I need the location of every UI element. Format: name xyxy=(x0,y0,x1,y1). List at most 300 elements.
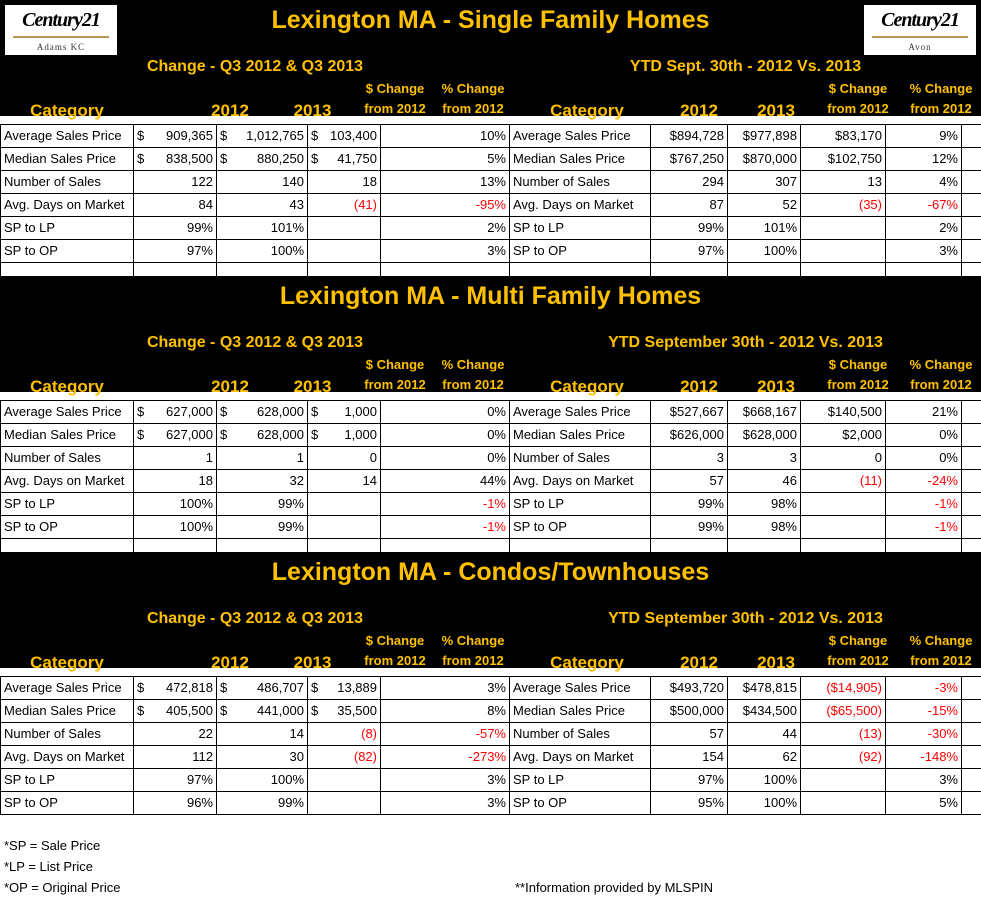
header-pct-change-from: from 2012 xyxy=(442,101,504,116)
ytd-header-2013: 2013 xyxy=(757,377,795,396)
cell-value: SP to LP xyxy=(4,220,56,235)
cell-value: 628,000 xyxy=(257,404,304,419)
cell-y-2013 xyxy=(728,677,801,699)
data-table xyxy=(0,124,981,283)
cell-value: 41,750 xyxy=(337,151,377,166)
header-dollar-change: $ Change xyxy=(365,81,425,96)
cell-ycategory xyxy=(510,217,651,239)
cell-value: 154 xyxy=(702,749,724,764)
cell-value: 628,000 xyxy=(257,427,304,442)
section-1 xyxy=(0,0,981,276)
cell-y-pchange xyxy=(886,769,962,791)
cell-y-pchange xyxy=(886,125,962,147)
table-row xyxy=(0,493,981,516)
cell-ycategory xyxy=(510,447,651,469)
cell-value: 4% xyxy=(939,174,958,189)
header-category: Category xyxy=(30,653,104,672)
cell-value: 1 xyxy=(205,450,213,465)
section-title: Lexington MA - Single Family Homes xyxy=(271,6,710,34)
cell-y-pchange xyxy=(886,700,962,722)
cell-y-pchange xyxy=(886,401,962,423)
cell-y-2013 xyxy=(728,493,801,515)
cell-category xyxy=(0,769,134,791)
cell-value: 100% xyxy=(179,519,213,534)
cell-value: $493,720 xyxy=(669,680,724,695)
cell-q-2012 xyxy=(134,792,217,814)
cell-q-dchange xyxy=(308,217,381,239)
quarterly-subtitle: Change - Q3 2012 & Q3 2013 xyxy=(146,334,364,351)
cell-y-dchange xyxy=(801,194,886,216)
cell-category xyxy=(0,677,134,699)
data-table xyxy=(0,400,981,559)
cell-value: SP to OP xyxy=(513,795,567,810)
cell-y-2012 xyxy=(651,447,728,469)
cell-value: 13,889 xyxy=(337,680,377,695)
cell-category xyxy=(0,125,134,147)
cell-category xyxy=(0,792,134,814)
cell-y-dchange xyxy=(801,171,886,193)
cell-value: -3% xyxy=(934,680,958,695)
cell-value: SP to OP xyxy=(513,243,567,258)
cell-y-2013 xyxy=(728,125,801,147)
cell-y-pchange xyxy=(886,470,962,492)
cell-q-2012 xyxy=(134,746,217,768)
cell-value: 101% xyxy=(270,220,304,235)
cell-value: 3 xyxy=(716,450,724,465)
currency-symbol: $ xyxy=(137,151,145,166)
cell-value: 18 xyxy=(198,473,213,488)
cell-value: Median Sales Price xyxy=(4,703,116,718)
cell-q-2013 xyxy=(217,516,308,538)
cell-value: Average Sales Price xyxy=(513,404,631,419)
cell-category xyxy=(0,516,134,538)
cell-q-dchange xyxy=(308,470,381,492)
cell-value: 44 xyxy=(782,726,797,741)
cell-value: $500,000 xyxy=(669,703,724,718)
cell-value: 97% xyxy=(186,772,213,787)
cell-category xyxy=(0,700,134,722)
cell-value: 13 xyxy=(867,174,882,189)
cell-value: Avg. Days on Market xyxy=(4,473,125,488)
data-table xyxy=(0,676,981,815)
cell-y-dchange xyxy=(801,240,886,262)
cell-q-pchange xyxy=(381,516,510,538)
footnote-lp: *LP = List Price xyxy=(4,859,94,874)
cell-q-dchange xyxy=(308,240,381,262)
cell-category xyxy=(0,424,134,446)
cell-q-2013 xyxy=(217,470,308,492)
cell-value: 472,818 xyxy=(166,680,213,695)
cell-ycategory xyxy=(510,746,651,768)
cell-category xyxy=(0,217,134,239)
cell-value: 3% xyxy=(487,795,506,810)
cell-value: 21% xyxy=(931,404,958,419)
table-row xyxy=(0,769,981,792)
cell-q-dchange xyxy=(308,194,381,216)
header-pct-change: % Change xyxy=(441,633,505,648)
cell-value: $870,000 xyxy=(742,151,797,166)
cell-value: SP to OP xyxy=(513,519,567,534)
header-2013: 2013 xyxy=(293,377,332,396)
cell-q-pchange xyxy=(381,401,510,423)
cell-y-2013 xyxy=(728,240,801,262)
table-row xyxy=(0,700,981,723)
currency-symbol: $ xyxy=(220,404,228,419)
cell-y-2012 xyxy=(651,424,728,446)
cell-value: Avg. Days on Market xyxy=(4,749,125,764)
cell-category xyxy=(0,470,134,492)
cell-y-2012 xyxy=(651,700,728,722)
cell-q-pchange xyxy=(381,769,510,791)
cell-value: (82) xyxy=(353,749,377,764)
cell-q-2013 xyxy=(217,125,308,147)
cell-q-2012 xyxy=(134,194,217,216)
cell-q-2012 xyxy=(134,424,217,446)
cell-value: SP to OP xyxy=(4,519,58,534)
cell-y-2013 xyxy=(728,746,801,768)
cell-value: SP to LP xyxy=(4,772,56,787)
cell-value: 1,000 xyxy=(344,427,377,442)
cell-q-2012 xyxy=(134,700,217,722)
cell-value: 122 xyxy=(191,174,213,189)
cell-y-2012 xyxy=(651,148,728,170)
header-2013: 2013 xyxy=(293,653,332,672)
cell-value: -1% xyxy=(482,519,506,534)
cell-y-dchange xyxy=(801,769,886,791)
header-dollar-change: $ Change xyxy=(365,357,425,372)
header-pct-change: % Change xyxy=(441,357,505,372)
cell-ycategory xyxy=(510,792,651,814)
cell-value: 18 xyxy=(362,174,377,189)
cell-value: 10% xyxy=(479,128,506,143)
cell-value: 99% xyxy=(277,496,304,511)
ytd-header-2013: 2013 xyxy=(757,653,795,672)
currency-symbol: $ xyxy=(311,128,319,143)
currency-symbol: $ xyxy=(137,703,145,718)
cell-y-2012 xyxy=(651,723,728,745)
cell-q-2012 xyxy=(134,677,217,699)
cell-value: SP to LP xyxy=(513,220,565,235)
cell-y-2013 xyxy=(728,723,801,745)
cell-y-dchange xyxy=(801,424,886,446)
cell-q-2013 xyxy=(217,723,308,745)
cell-y-2012 xyxy=(651,125,728,147)
header-2012: 2012 xyxy=(211,377,249,396)
cell-value: 627,000 xyxy=(166,427,213,442)
cell-category xyxy=(0,723,134,745)
cell-q-pchange xyxy=(381,792,510,814)
cell-ycategory xyxy=(510,401,651,423)
cell-q-2013 xyxy=(217,769,308,791)
logo-brand-number: 21 xyxy=(940,9,959,31)
cell-q-2012 xyxy=(134,447,217,469)
cell-value: 14 xyxy=(289,726,304,741)
ytd-header-dollar-change: $ Change xyxy=(828,633,888,648)
cell-ycategory xyxy=(510,769,651,791)
cell-value: -24% xyxy=(927,473,958,488)
cell-y-dchange xyxy=(801,792,886,814)
cell-value: 112 xyxy=(192,749,213,764)
ytd-subtitle: YTD Sept. 30th - 2012 Vs. 2013 xyxy=(629,58,862,75)
cell-ycategory xyxy=(510,424,651,446)
cell-value: $626,000 xyxy=(669,427,724,442)
cell-category xyxy=(0,240,134,262)
cell-value: 99% xyxy=(697,220,724,235)
cell-q-dchange xyxy=(308,148,381,170)
cell-value: 32 xyxy=(289,473,304,488)
cell-value: 3% xyxy=(939,772,958,787)
cell-value: -148% xyxy=(920,749,958,764)
cell-value: 100% xyxy=(763,243,797,258)
cell-q-dchange xyxy=(308,700,381,722)
cell-value: Number of Sales xyxy=(513,450,610,465)
header-pct-change-from: from 2012 xyxy=(442,377,504,392)
cell-value: 3% xyxy=(487,772,506,787)
ytd-subtitle: YTD September 30th - 2012 Vs. 2013 xyxy=(608,610,883,627)
cell-value: 5% xyxy=(487,151,506,166)
logo-office-name: Adams KC xyxy=(36,42,86,52)
cell-q-2012 xyxy=(134,240,217,262)
cell-value: SP to LP xyxy=(513,772,565,787)
currency-symbol: $ xyxy=(137,427,145,442)
cell-q-2012 xyxy=(134,401,217,423)
cell-value: 87 xyxy=(709,197,724,212)
cell-y-2013 xyxy=(728,401,801,423)
cell-y-2013 xyxy=(728,769,801,791)
cell-q-2013 xyxy=(217,240,308,262)
cell-q-pchange xyxy=(381,171,510,193)
cell-value: Avg. Days on Market xyxy=(513,749,634,764)
ytd-header-pct-change: % Change xyxy=(909,81,973,96)
cell-value: 627,000 xyxy=(166,404,213,419)
cell-y-pchange xyxy=(886,148,962,170)
section-title: Lexington MA - Condos/Townhouses xyxy=(271,558,710,586)
table-row xyxy=(0,217,981,240)
cell-q-pchange xyxy=(381,217,510,239)
cell-q-dchange xyxy=(308,401,381,423)
cell-value: -15% xyxy=(927,703,958,718)
cell-q-2013 xyxy=(217,792,308,814)
cell-value: $83,170 xyxy=(835,128,882,143)
currency-symbol: $ xyxy=(311,703,319,718)
ytd-header-2012: 2012 xyxy=(680,653,718,672)
ytd-header-category: Category xyxy=(550,101,624,120)
cell-value: SP to LP xyxy=(4,496,56,511)
cell-value: Median Sales Price xyxy=(513,151,625,166)
cell-value: 307 xyxy=(775,174,797,189)
cell-y-dchange xyxy=(801,217,886,239)
cell-value: -1% xyxy=(934,519,958,534)
cell-value: (35) xyxy=(858,197,882,212)
table-row xyxy=(0,424,981,447)
cell-y-dchange xyxy=(801,723,886,745)
cell-q-pchange xyxy=(381,194,510,216)
currency-symbol: $ xyxy=(220,427,228,442)
cell-q-dchange xyxy=(308,447,381,469)
cell-q-pchange xyxy=(381,700,510,722)
cell-value: -1% xyxy=(482,496,506,511)
cell-value: 97% xyxy=(697,243,724,258)
cell-value: 12% xyxy=(931,151,958,166)
cell-value: 57 xyxy=(709,726,724,741)
cell-q-pchange xyxy=(381,470,510,492)
cell-value: Avg. Days on Market xyxy=(513,197,634,212)
cell-q-pchange xyxy=(381,240,510,262)
cell-ycategory xyxy=(510,700,651,722)
quarterly-subtitle: Change - Q3 2012 & Q3 2013 xyxy=(146,610,364,627)
ytd-header-dollar-change-from: from 2012 xyxy=(827,653,889,668)
ytd-header-pct-change: % Change xyxy=(909,633,973,648)
cell-value: 1,012,765 xyxy=(246,128,304,143)
cell-q-pchange xyxy=(381,723,510,745)
cell-q-2012 xyxy=(134,516,217,538)
table-row xyxy=(0,148,981,171)
cell-q-2012 xyxy=(134,171,217,193)
currency-symbol: $ xyxy=(220,680,228,695)
currency-symbol: $ xyxy=(137,404,145,419)
cell-value: 100% xyxy=(179,496,213,511)
ytd-header-2012: 2012 xyxy=(680,377,718,396)
cell-y-pchange xyxy=(886,723,962,745)
cell-y-pchange xyxy=(886,194,962,216)
cell-value: 52 xyxy=(782,197,797,212)
header-dollar-change: $ Change xyxy=(365,633,425,648)
cell-q-pchange xyxy=(381,424,510,446)
cell-value: Number of Sales xyxy=(4,450,101,465)
cell-value: 100% xyxy=(763,772,797,787)
header-dollar-change-from: from 2012 xyxy=(364,653,426,668)
cell-q-dchange xyxy=(308,424,381,446)
cell-value: -273% xyxy=(468,749,506,764)
cell-q-2013 xyxy=(217,148,308,170)
cell-y-dchange xyxy=(801,746,886,768)
cell-value: 909,365 xyxy=(166,128,213,143)
cell-value: 486,707 xyxy=(257,680,304,695)
cell-value: 294 xyxy=(702,174,724,189)
currency-symbol: $ xyxy=(311,427,319,442)
ytd-header-dollar-change-from: from 2012 xyxy=(827,101,889,116)
cell-q-pchange xyxy=(381,148,510,170)
cell-y-2013 xyxy=(728,792,801,814)
cell-q-dchange xyxy=(308,677,381,699)
cell-ycategory xyxy=(510,148,651,170)
cell-y-2013 xyxy=(728,424,801,446)
cell-q-2012 xyxy=(134,769,217,791)
cell-value: (8) xyxy=(361,726,377,741)
logo-brand-number: 21 xyxy=(81,9,100,31)
cell-q-2013 xyxy=(217,447,308,469)
cell-value: (92) xyxy=(858,749,882,764)
cell-value: 100% xyxy=(270,772,304,787)
cell-value: ($65,500) xyxy=(826,703,882,718)
cell-value: SP to OP xyxy=(4,795,58,810)
cell-value: Average Sales Price xyxy=(4,404,122,419)
cell-value: 99% xyxy=(277,795,304,810)
header-2012: 2012 xyxy=(211,653,249,672)
cell-value: (41) xyxy=(353,197,377,212)
cell-value: -95% xyxy=(475,197,506,212)
cell-value: Number of Sales xyxy=(513,174,610,189)
cell-q-pchange xyxy=(381,125,510,147)
cell-value: 838,500 xyxy=(166,151,213,166)
cell-value: 1,000 xyxy=(344,404,377,419)
cell-value: 880,250 xyxy=(257,151,304,166)
cell-value: 0% xyxy=(939,450,958,465)
cell-value: 100% xyxy=(763,795,797,810)
cell-y-2013 xyxy=(728,171,801,193)
header-pct-change: % Change xyxy=(441,81,505,96)
cell-q-pchange xyxy=(381,493,510,515)
logo-brand xyxy=(5,5,117,35)
ytd-header-category: Category xyxy=(550,653,624,672)
cell-y-dchange xyxy=(801,493,886,515)
header-pct-change-from: from 2012 xyxy=(442,653,504,668)
cell-value: 3% xyxy=(487,243,506,258)
cell-q-pchange xyxy=(381,746,510,768)
cell-q-dchange xyxy=(308,493,381,515)
cell-value: 44% xyxy=(479,473,506,488)
cell-value: 5% xyxy=(939,795,958,810)
cell-q-2013 xyxy=(217,194,308,216)
cell-value: 101% xyxy=(763,220,797,235)
cell-value: $767,250 xyxy=(669,151,724,166)
cell-y-pchange xyxy=(886,493,962,515)
cell-ycategory xyxy=(510,516,651,538)
table-row xyxy=(0,792,981,815)
section-title: Lexington MA - Multi Family Homes xyxy=(279,282,702,310)
cell-category xyxy=(0,746,134,768)
cell-value: $977,898 xyxy=(742,128,797,143)
cell-value: 98% xyxy=(770,519,797,534)
logo-brand xyxy=(864,5,976,35)
cell-y-pchange xyxy=(886,746,962,768)
cell-value: (11) xyxy=(859,473,882,488)
cell-value: 405,500 xyxy=(166,703,213,718)
cell-q-dchange xyxy=(308,171,381,193)
cell-value: 2% xyxy=(939,220,958,235)
cell-y-2013 xyxy=(728,447,801,469)
cell-value: $140,500 xyxy=(827,404,882,419)
cell-value: $478,815 xyxy=(742,680,797,695)
table-row xyxy=(0,171,981,194)
ytd-header-dollar-change: $ Change xyxy=(828,357,888,372)
cell-y-dchange xyxy=(801,700,886,722)
cell-value: 99% xyxy=(697,496,724,511)
table-row xyxy=(0,240,981,263)
quarterly-subtitle: Change - Q3 2012 & Q3 2013 xyxy=(146,58,364,75)
cell-value: 103,400 xyxy=(330,128,377,143)
cell-q-2013 xyxy=(217,746,308,768)
cell-value: 8% xyxy=(487,703,506,718)
cell-y-pchange xyxy=(886,447,962,469)
cell-value: 13% xyxy=(479,174,506,189)
cell-value: $2,000 xyxy=(842,427,882,442)
cell-y-2012 xyxy=(651,677,728,699)
cell-value: Avg. Days on Market xyxy=(4,197,125,212)
header-category: Category xyxy=(30,101,104,120)
cell-y-2012 xyxy=(651,792,728,814)
cell-q-dchange xyxy=(308,792,381,814)
section-2 xyxy=(0,276,981,552)
cell-category xyxy=(0,148,134,170)
cell-value: (13) xyxy=(858,726,882,741)
logo-gold-bar xyxy=(872,36,968,38)
cell-value: 9% xyxy=(939,128,958,143)
header-category: Category xyxy=(30,377,104,396)
cell-y-2012 xyxy=(651,516,728,538)
cell-q-2013 xyxy=(217,171,308,193)
cell-q-dchange xyxy=(308,516,381,538)
